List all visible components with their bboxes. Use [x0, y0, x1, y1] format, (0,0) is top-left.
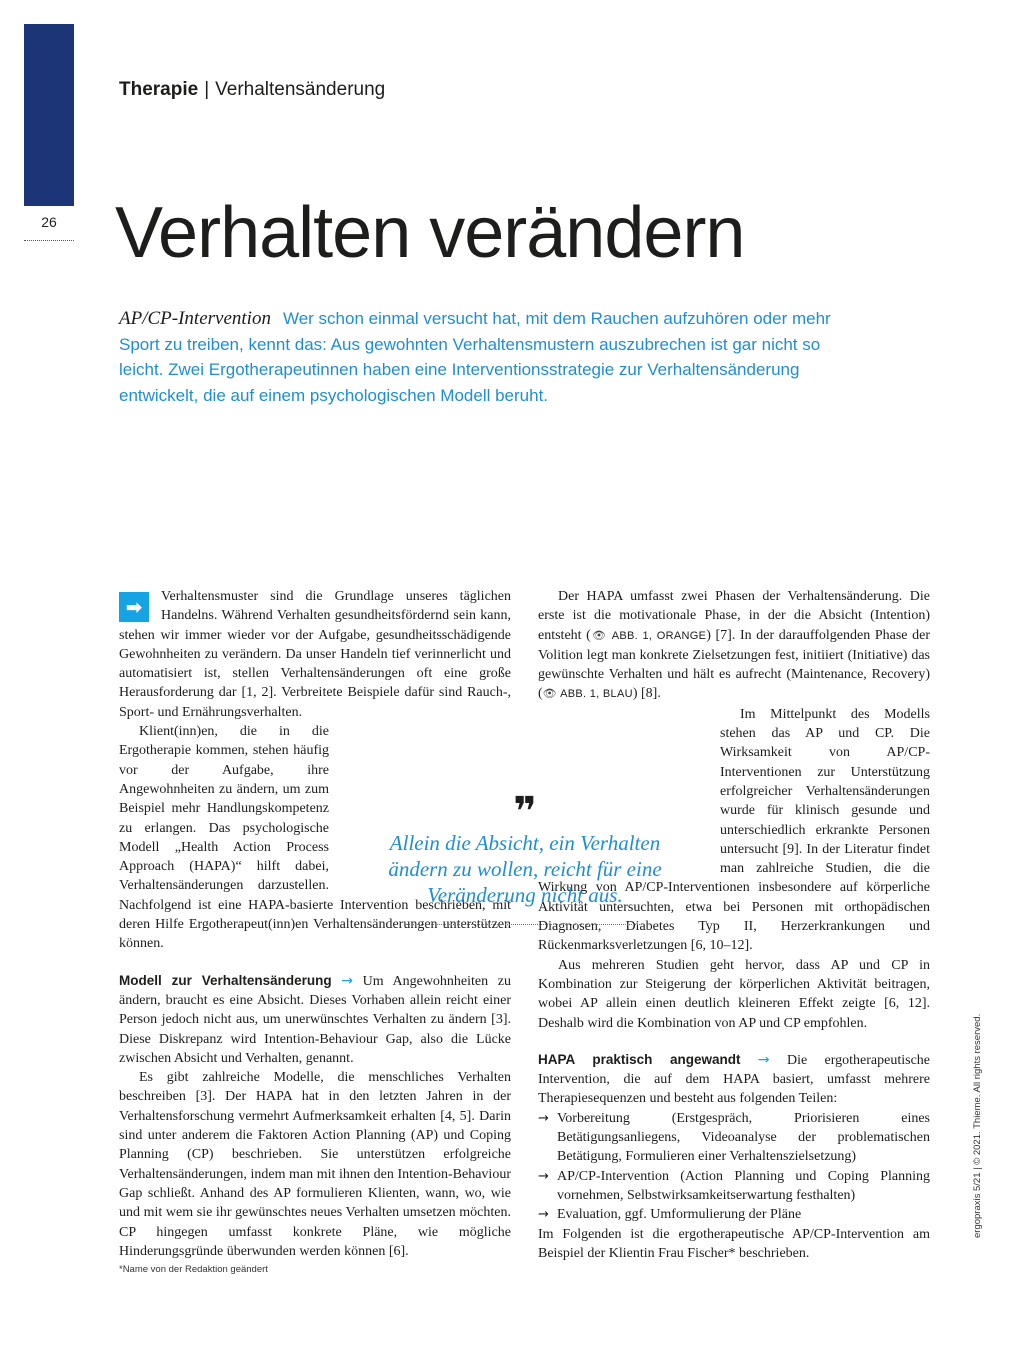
list-item-text: Evaluation, ggf. Umformulierung der Pläne	[557, 1207, 802, 1223]
list-arrow-icon: →	[538, 1207, 549, 1223]
figure-reference-1[interactable]: ABB. 1, ORANGE	[611, 629, 707, 642]
intervention-steps-list	[538, 1109, 930, 1225]
subheading-arrow-icon: →	[757, 1051, 770, 1068]
list-arrow-icon: →	[538, 1110, 549, 1126]
page-number: 26	[41, 214, 57, 230]
right-column	[538, 587, 930, 1263]
lead-paragraph	[119, 306, 834, 408]
quote-mark-icon: ❞	[513, 792, 537, 822]
paragraph-studies: Aus mehreren Studien geht hervor, dass AP und CP in Kombination zur Steigerung der körperlichen Aktivität beitragen, wobei AP allein einen deutlich kleineren Effekt zeigte [6, 12]. Deshalb wird die Kombination von AP und CP empfohlen.	[538, 957, 930, 1031]
pull-quote-text: Allein die Absicht, ein Verhalten ändern zu wollen, reicht für eine Veränderung nicht aus.	[388, 831, 662, 907]
kicker: AP/CP-Intervention	[119, 308, 271, 329]
text-segment: ) [8].	[632, 686, 661, 702]
paragraph-models: Es gibt zahlreiche Modelle, die menschliches Verhalten beschreiben [3]. Der HAPA hat in den letzten Jahren in der Verhaltensforschung vermehrt Aufmerksamkeit erhalten [4, 5]. Darin sind unter anderem die Faktoren Action Planning (AP) und Coping Planning (CP) beschrieben. Sie unterstützen erfolgreiche Verhaltensänderungen, indem man mit ihnen den Intention-Behaviour Gap schließt. Anhand des AP formulieren Klienten, wann, wo, wie und mit wem sie ihr gewünschtes neues Verhalten umsetzen möchten. CP hingegen umfasst konkrete Pläne, wie mögliche Hinderungsgründe überwunden werden können [6].	[119, 1070, 511, 1259]
pull-quote	[370, 792, 680, 925]
lead-text: Wer schon einmal versucht hat, mit dem Rauchen aufzuhören oder mehr Sport zu treiben, kennt das: Aus gewohnten Verhaltensmustern auszubrechen ist gar nicht so leicht. Zwei Ergotherapeutinnen haben eine Interventionsstrategie zur Verhaltensänderung entwickelt, die auf einem psychologischen Modell beruht.	[119, 309, 831, 405]
paragraph-intro: Verhaltensmuster sind die Grundlage unseres täglichen Handelns. Während Verhalten gesundheitsfördernd sein kann, stehen wir immer wieder vor der Aufgabe, gesundheitsschädigende Gewohnheiten zu verändern. Da unser Handeln tief verinnerlicht und automatisiert ist, stellen Verhaltensänderungen oft eine große Herausforderung dar [1, 2]. Verbreitete Beispiele dafür sind Rauch-, Sport- und Ernährungsverhalten.	[119, 589, 511, 720]
paragraph-model-text: Um Angewohnheiten zu ändern, braucht es eine Absicht. Dieses Vorhaben allein reicht einer Person jedoch nicht aus, um unerwünschtes Verhalten zu ändern [3]. Diese Diskrepanz wird Intention-Behaviour Gap, also die Lücke zwischen Absicht und Verhalten, genannt.	[119, 973, 511, 1066]
section-separator: |	[204, 79, 210, 100]
copyright-credit: ergopraxis 5/21 | © 2021. Thieme. All rights reserved.	[972, 1013, 983, 1238]
footnote: *Name von der Redaktion geändert	[119, 1264, 268, 1275]
paragraph-hapa-phases	[538, 587, 930, 705]
page-number-rule	[24, 240, 74, 241]
list-item	[538, 1205, 930, 1224]
list-item	[538, 1167, 930, 1206]
paragraph-closing: Im Folgenden ist die ergotherapeutische AP/CP-Intervention am Beispiel der Klientin Frau Fischer* beschrieben.	[538, 1226, 930, 1261]
figure-reference-2[interactable]: ABB. 1, BLAU	[560, 688, 633, 701]
paragraph-model	[119, 971, 511, 1068]
list-item-text: Vorbereitung (Erstgespräch, Priorisieren eines Betätigungsanliegens, Videoanalyse der problematischen Betätigung, Formulieren einer Verhaltenszielsetzung)	[557, 1110, 930, 1165]
arrow-right-icon	[119, 592, 149, 622]
spacer	[538, 1033, 930, 1050]
arrow-right-glyph: ➡	[125, 595, 143, 619]
list-item-text: AP/CP-Intervention (Action Planning und Coping Planning vornehmen, Selbstwirksamkeitserwartung festhalten)	[557, 1168, 930, 1203]
section-header	[119, 79, 385, 101]
section-color-bar	[24, 24, 74, 206]
list-item	[538, 1109, 930, 1167]
paragraph-clients: Klient(inn)en, die in die Ergotherapie kommen, stehen häufig vor der Aufgabe, ihre Angewohnheiten zu ändern, um zum Beispiel mehr Handlungskompetenz zu erlangen. Das psychologische Modell „Health Action Process Approach (HAPA)“ hilft dabei, Verhaltensänderungen darzustellen. Nachfolgend ist eine HAPA-basierte Intervention beschrieben, mit deren Hilfe Ergotherapeut(inn)en Verhaltensänderungen unterstützen können.	[119, 724, 511, 952]
spacer	[119, 954, 511, 971]
eye-icon: 👁	[590, 628, 608, 642]
eye-icon: 👁	[542, 687, 557, 701]
list-arrow-icon: →	[538, 1168, 549, 1184]
pull-quote-rule	[406, 924, 644, 925]
subsection-name: Verhaltensänderung	[215, 79, 386, 100]
page-title: Verhalten verändern	[115, 193, 745, 273]
section-name: Therapie	[119, 79, 199, 100]
paragraph-hapa-applied-text: Die ergotherapeutische Intervention, die auf dem HAPA basiert, umfasst mehrere Therapiesequenzen und besteht aus folgenden Teilen:	[538, 1052, 930, 1107]
subheading-hapa-applied: HAPA praktisch angewandt	[538, 1051, 741, 1067]
subheading-model: Modell zur Verhaltensänderung	[119, 972, 332, 988]
paragraph-focus-text: Im Mittelpunkt des Modells stehen das AP und CP. Die Wirksamkeit von AP/CP-Interventionen zur Unterstützung erfolgreicher Verhaltensänderungen wurde für klinisch gesunde und unterschiedlich erkrankte Personen untersucht [9]. In der Literatur findet man zahlreiche Studien, die die Wirkung von AP/CP-Interventionen insbesondere auf körperliche Aktivität untersuchten, etwa bei Personen mit orthopädischen Diagnosen, Diabetes Typ II, Herzerkrankungen und Rückenmarksverletzungen [6, 10–12].	[538, 706, 930, 954]
text-segment: Der HAPA umfasst zwei Phasen der Verhaltensänderung. Die erste ist die motivationale Phase, in der die Absicht (Intention) entsteht (	[538, 589, 930, 643]
paragraph-hapa-applied	[538, 1050, 930, 1109]
subheading-arrow-icon: →	[341, 972, 353, 989]
text-segment: ) [7]. In der darauffolgenden Phase der Volition legt man konkrete Zielsetzungen fest, initiiert (Initiative) das gewünschte Verhalten und hält es aufrecht (Maintenance, Recovery) (	[538, 627, 931, 702]
